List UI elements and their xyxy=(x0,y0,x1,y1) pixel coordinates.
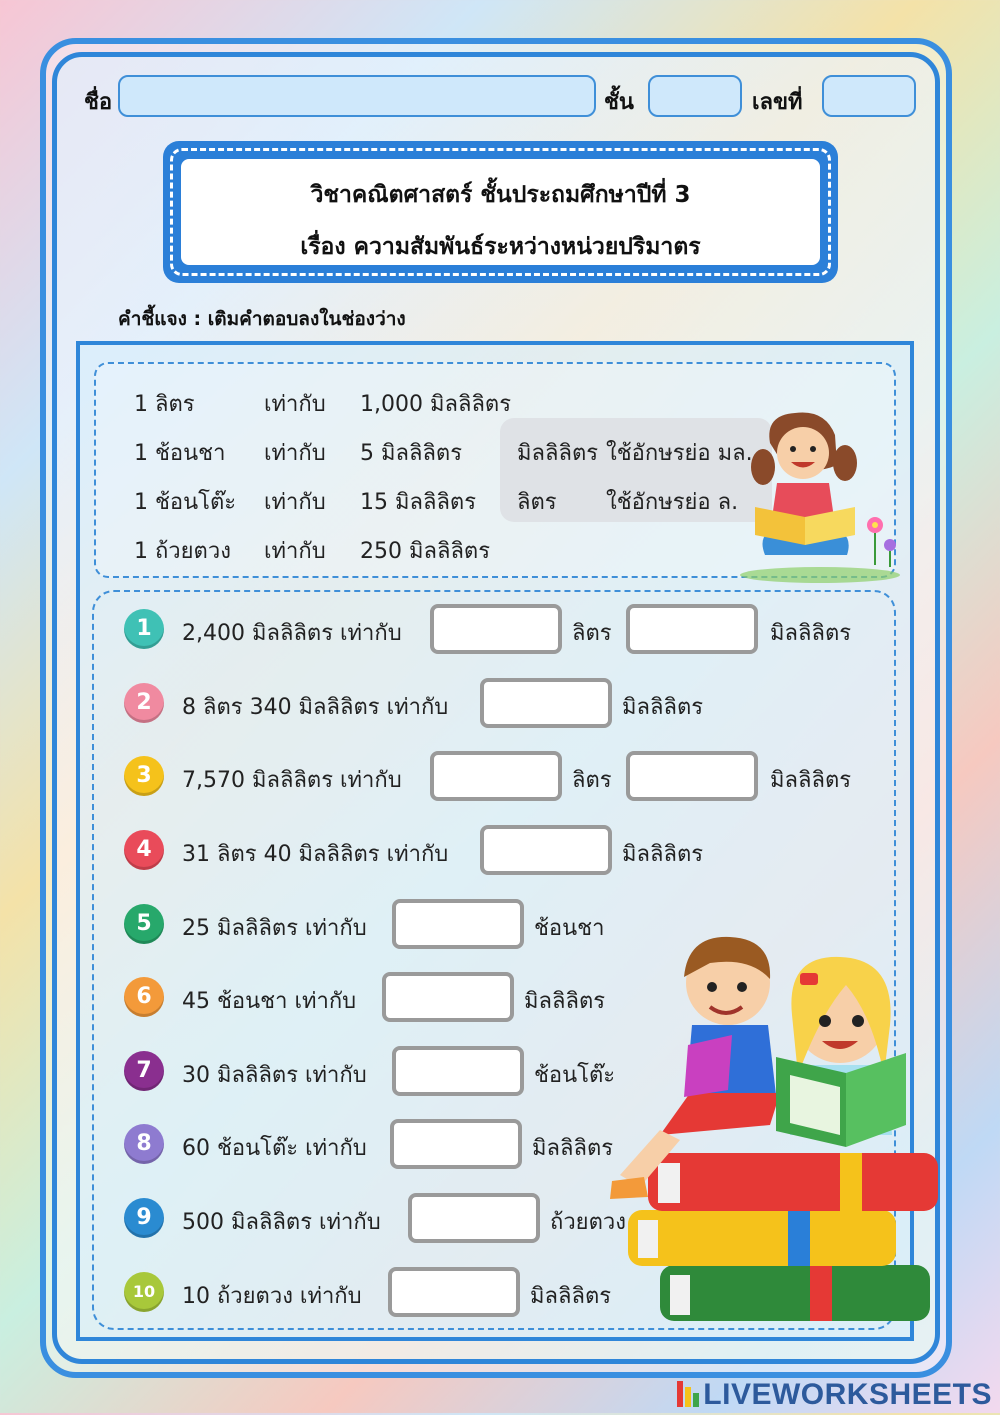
question-prompt-10: 10 ถ้วยตวง เท่ากับ xyxy=(182,1284,362,1309)
conv-eq-4: เท่ากับ xyxy=(264,539,326,564)
conv-left-1: 1 ลิตร xyxy=(134,392,195,417)
abbr-unit-2: ลิตร xyxy=(517,490,557,515)
question-prompt-1: 2,400 มิลลิลิตร เท่ากับ xyxy=(182,621,402,646)
conv-left-3: 1 ช้อนโต๊ะ xyxy=(134,490,237,515)
question-number-6: 6 xyxy=(124,977,164,1017)
question-prompt-5: 25 มิลลิลิตร เท่ากับ xyxy=(182,916,367,941)
unit-label-2-a: มิลลิลิตร xyxy=(622,695,704,720)
answer-box-1-a[interactable] xyxy=(430,604,562,654)
question-prompt-7: 30 มิลลิลิตร เท่ากับ xyxy=(182,1063,367,1088)
instruction: คำชี้แจง : เติมคำตอบลงในช่องว่าง xyxy=(118,308,406,330)
name-label: ชื่อ xyxy=(84,90,113,115)
answer-box-2-a[interactable] xyxy=(480,678,612,728)
answer-box-4-a[interactable] xyxy=(480,825,612,875)
answer-box-9-a[interactable] xyxy=(408,1193,540,1243)
unit-label-1-a: ลิตร xyxy=(572,621,612,646)
answer-box-8-a[interactable] xyxy=(390,1119,522,1169)
unit-label-5-a: ช้อนชา xyxy=(534,916,605,941)
answer-box-1-b[interactable] xyxy=(626,604,758,654)
question-number-8: 8 xyxy=(124,1124,164,1164)
unit-label-6-a: มิลลิลิตร xyxy=(524,989,606,1014)
answer-box-10-a[interactable] xyxy=(388,1267,520,1317)
answer-box-5-a[interactable] xyxy=(392,899,524,949)
number-field[interactable] xyxy=(822,75,916,117)
class-field[interactable] xyxy=(648,75,742,117)
question-prompt-3: 7,570 มิลลิลิตร เท่ากับ xyxy=(182,768,402,793)
question-number-7: 7 xyxy=(124,1051,164,1091)
question-number-5: 5 xyxy=(124,904,164,944)
conv-right-1: 1,000 มิลลิลิตร xyxy=(360,392,512,417)
question-number-1: 1 xyxy=(124,609,164,649)
unit-label-8-a: มิลลิลิตร xyxy=(532,1136,614,1161)
answer-box-7-a[interactable] xyxy=(392,1046,524,1096)
abbr-text-1: ใช้อักษรย่อ มล. xyxy=(606,441,753,466)
answer-box-6-a[interactable] xyxy=(382,972,514,1022)
conv-left-2: 1 ช้อนชา xyxy=(134,441,226,466)
unit-label-7-a: ช้อนโต๊ะ xyxy=(534,1063,616,1088)
question-number-3: 3 xyxy=(124,756,164,796)
title-banner xyxy=(163,141,838,283)
title-line-2: เรื่อง ความสัมพันธ์ระหว่างหน่วยปริมาตร xyxy=(300,234,701,260)
girl-reading-illustration xyxy=(725,405,910,585)
watermark-text: LIVEWORKSHEETS xyxy=(703,1378,992,1411)
unit-label-3-b: มิลลิลิตร xyxy=(770,768,852,793)
title-line-1: วิชาคณิตศาสตร์ ชั้นประถมศึกษาปีที่ 3 xyxy=(310,182,691,208)
question-prompt-6: 45 ช้อนชา เท่ากับ xyxy=(182,989,357,1014)
conv-right-2: 5 มิลลิลิตร xyxy=(360,441,463,466)
unit-label-3-a: ลิตร xyxy=(572,768,612,793)
abbr-text-2: ใช้อักษรย่อ ล. xyxy=(606,490,739,515)
kids-reading-books-illustration xyxy=(600,925,945,1335)
question-number-10: 10 xyxy=(124,1272,164,1312)
name-field[interactable] xyxy=(118,75,596,117)
abbr-unit-1: มิลลิลิตร xyxy=(517,441,599,466)
unit-label-1-b: มิลลิลิตร xyxy=(770,621,852,646)
answer-box-3-a[interactable] xyxy=(430,751,562,801)
conv-right-4: 250 มิลลิลิตร xyxy=(360,539,491,564)
liveworksheets-watermark[interactable] xyxy=(677,1378,992,1412)
number-label: เลขที่ xyxy=(752,90,803,115)
question-prompt-8: 60 ช้อนโต๊ะ เท่ากับ xyxy=(182,1136,367,1161)
question-prompt-4: 31 ลิตร 40 มิลลิลิตร เท่ากับ xyxy=(182,842,449,867)
question-number-2: 2 xyxy=(124,683,164,723)
question-number-4: 4 xyxy=(124,830,164,870)
class-label: ชั้น xyxy=(604,90,634,115)
answer-box-3-b[interactable] xyxy=(626,751,758,801)
question-prompt-9: 500 มิลลิลิตร เท่ากับ xyxy=(182,1210,381,1235)
conv-eq-1: เท่ากับ xyxy=(264,392,326,417)
conv-right-3: 15 มิลลิลิตร xyxy=(360,490,477,515)
liveworksheets-logo-icon xyxy=(677,1381,699,1407)
conv-eq-2: เท่ากับ xyxy=(264,441,326,466)
conv-left-4: 1 ถ้วยตวง xyxy=(134,539,231,564)
unit-label-10-a: มิลลิลิตร xyxy=(530,1284,612,1309)
unit-label-9-a: ถ้วยตวง xyxy=(550,1210,626,1235)
unit-label-4-a: มิลลิลิตร xyxy=(622,842,704,867)
conv-eq-3: เท่ากับ xyxy=(264,490,326,515)
question-prompt-2: 8 ลิตร 340 มิลลิลิตร เท่ากับ xyxy=(182,695,449,720)
question-number-9: 9 xyxy=(124,1198,164,1238)
